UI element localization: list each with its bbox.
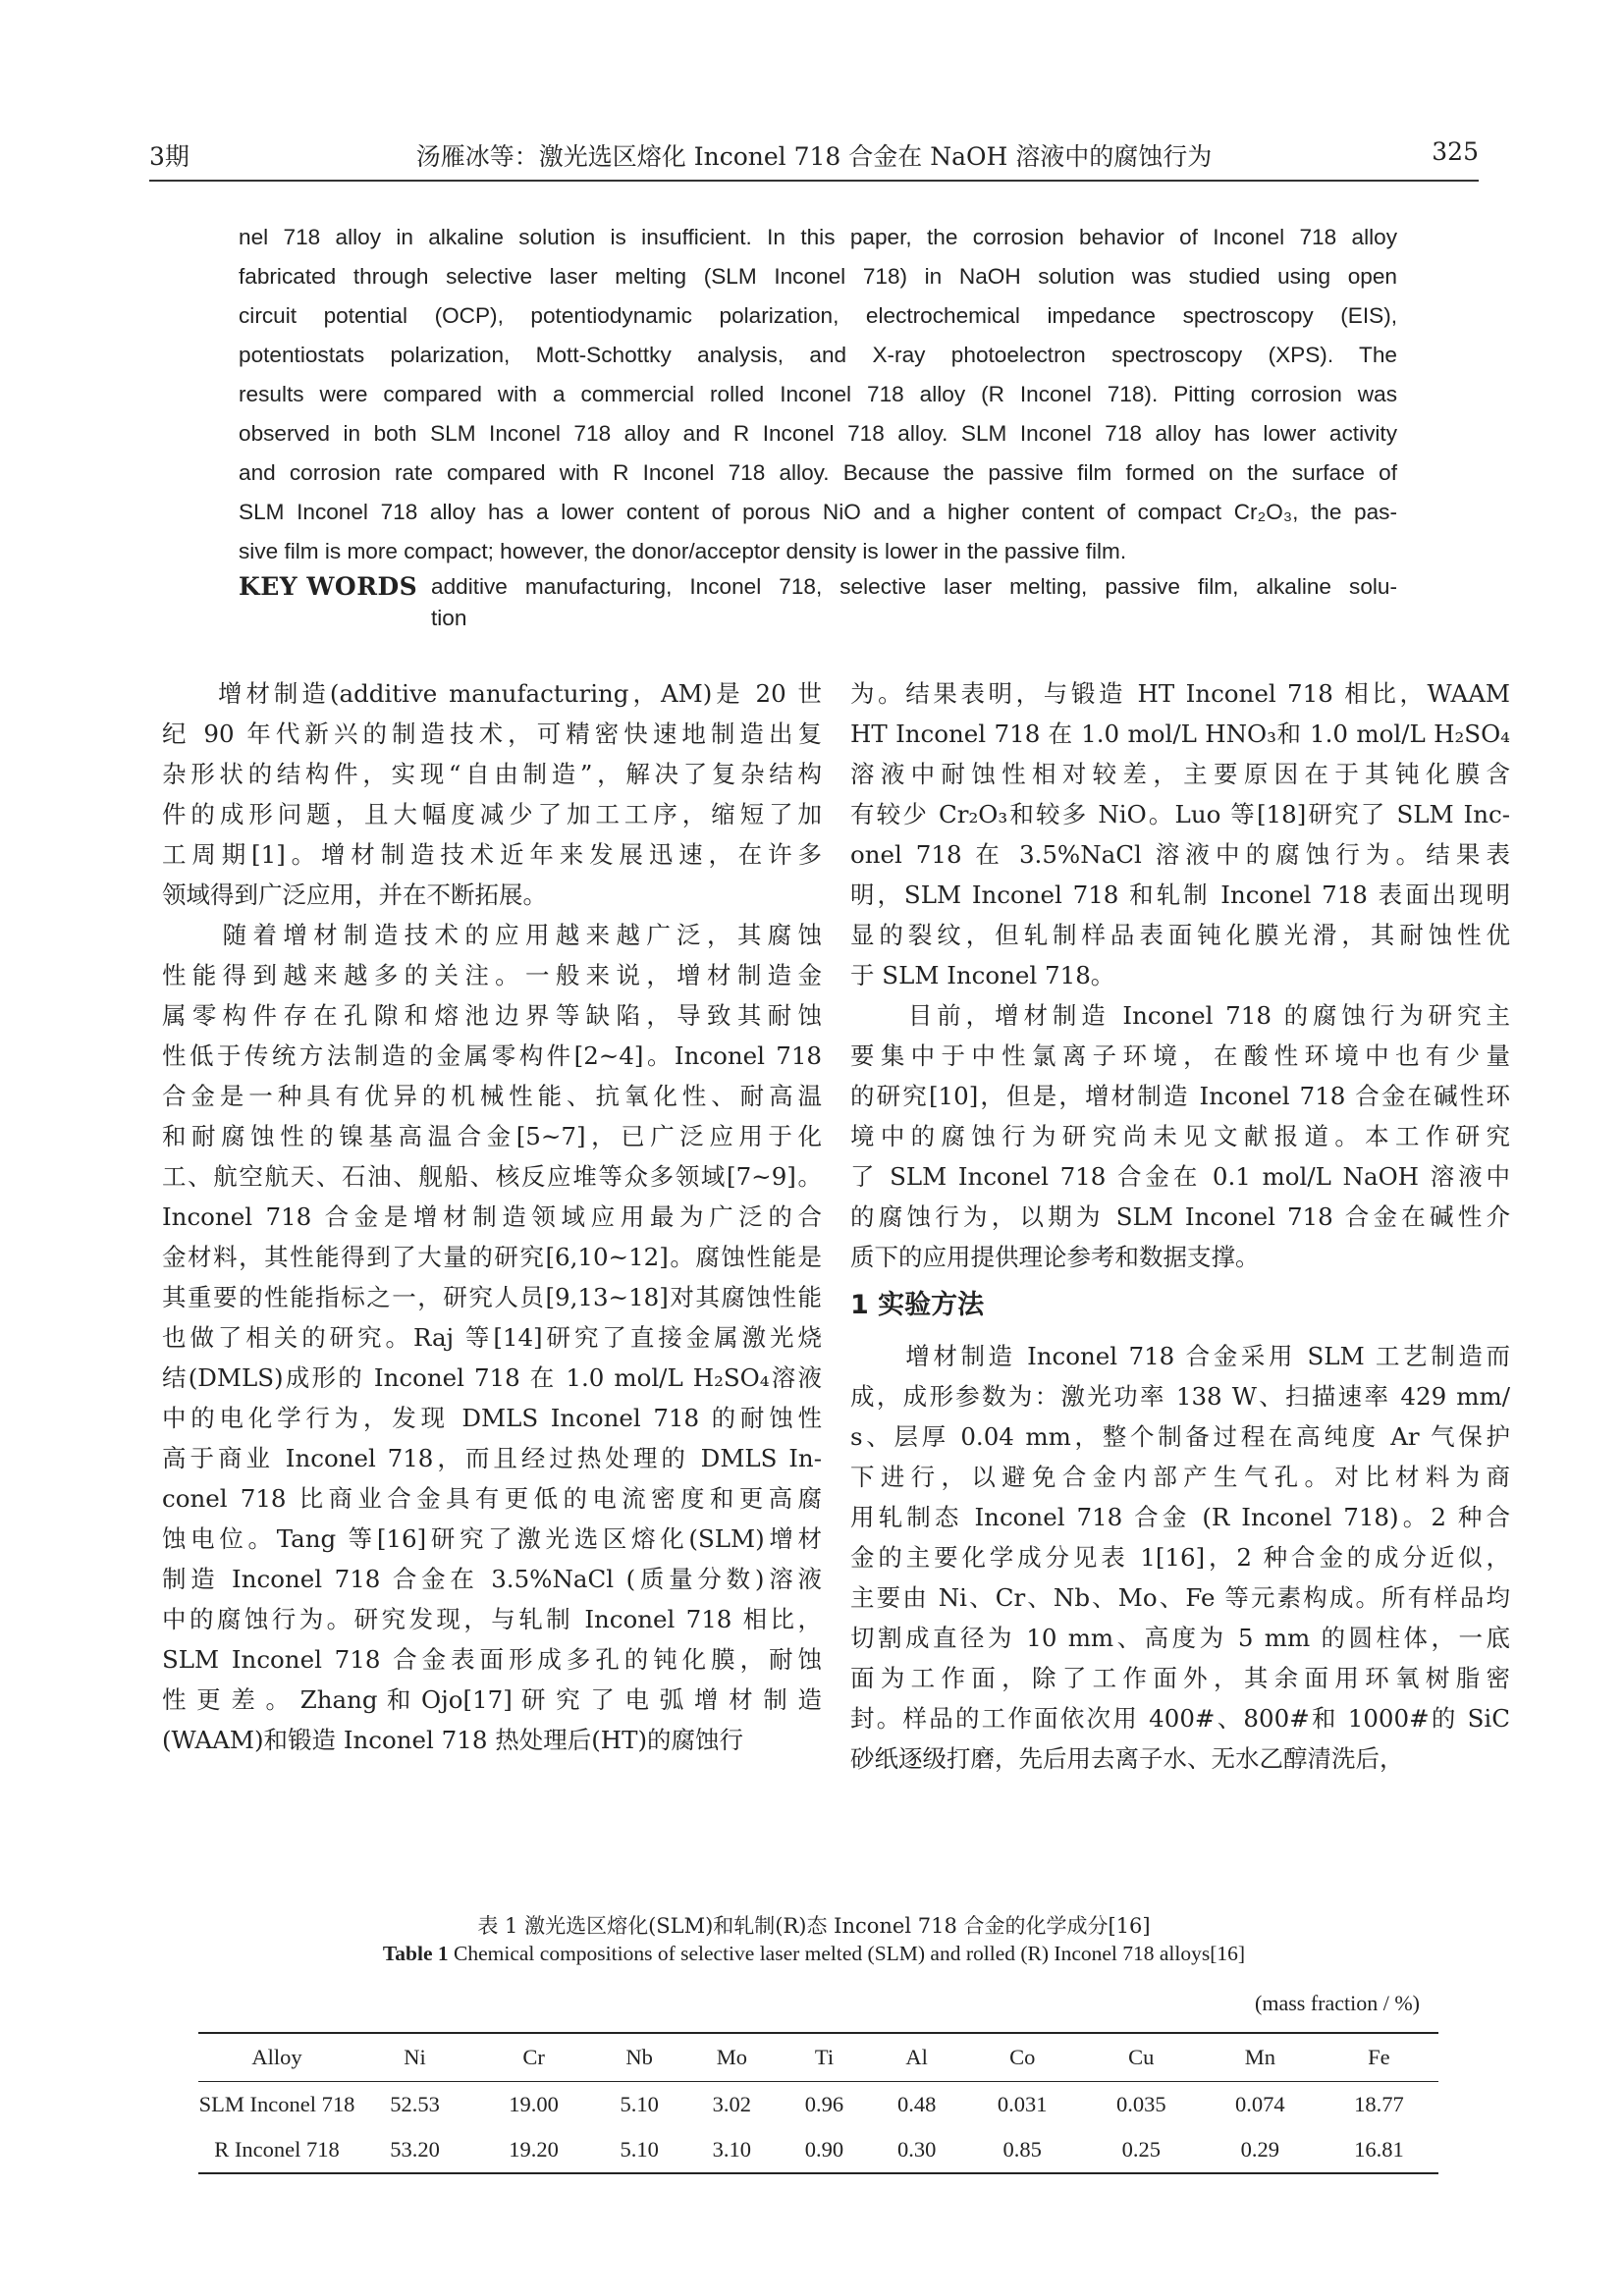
table-cell: 0.30 <box>871 2127 963 2173</box>
table-cell: 5.10 <box>593 2127 685 2173</box>
body-line: 也做了相关的研究。Raj 等[14]研究了直接金属激光烧 <box>162 1323 822 1352</box>
abstract-line: nel 718 alloy in alkaline solution is insufficient. In this paper, the corrosion behavior of Inconel 718 alloy <box>239 225 1397 249</box>
keywords-line: additive manufacturing, Inconel 718, selective laser melting, passive film, alkaline solu- <box>431 574 1397 599</box>
table-cell: 5.10 <box>620 2092 659 2116</box>
table-cell: 0.48 <box>896 2092 937 2116</box>
body-line: 境中的腐蚀行为研究尚未见文献报道。本工作研究 <box>850 1122 1510 1150</box>
composition-table <box>198 2032 1438 2174</box>
body-line: 封。样品的工作面依次用 400#、800#和 1000#的 SiC <box>850 1704 1510 1733</box>
body-line: 质下的应用提供理论参考和数据支撑。 <box>850 1243 1260 1271</box>
body-line: 要集中于中性氯离子环境，在酸性环境中也有少量 <box>850 1041 1510 1070</box>
table-cell: 0.29 <box>1201 2127 1320 2173</box>
body-column-right <box>850 673 1510 1779</box>
column-header: Ti <box>778 2033 870 2082</box>
body-line: 属零构件存在孔隙和熔池边界等缺陷，导致其耐蚀 <box>162 1001 822 1030</box>
body-line: 结(DMLS)成形的 Inconel 718 在 1.0 mol/L H₂SO₄溶液 <box>162 1363 822 1392</box>
body-line: 蚀电位。Tang 等[16]研究了激光选区熔化(SLM)增材 <box>162 1524 822 1553</box>
body-line: 面为工作面，除了工作面外，其余面用环氧树脂密 <box>850 1664 1510 1692</box>
abstract-line: circuit potential (OCP), potentiodynamic polarization, electrochemical impedance spectroscopy (EIS), <box>239 303 1397 328</box>
body-line: conel 718 比商业合金具有更低的电流密度和更高腐 <box>162 1484 822 1513</box>
body-line: 纪 90 年代新兴的制造技术，可精密快速地制造出复 <box>162 720 822 748</box>
body-line: SLM Inconel 718 合金表面形成多孔的钝化膜，耐蚀 <box>162 1645 822 1674</box>
abstract-line: sive film is more compact; however, the donor/acceptor density is lower in the passive film. <box>239 539 1127 563</box>
body-line: 下进行，以避免合金内部产生气孔。对比材料为商 <box>850 1463 1510 1491</box>
body-line: 金材料，其性能得到了大量的研究[6,10~12]。腐蚀性能是 <box>162 1243 822 1271</box>
body-line: (WAAM)和锻造 Inconel 718 热处理后(HT)的腐蚀行 <box>162 1726 744 1754</box>
body-line: onel 718 在 3.5%NaCl 溶液中的腐蚀行为。结果表 <box>850 840 1510 869</box>
body-line: 金的主要化学成分见表 1[16]，2 种合金的成分近似， <box>850 1543 1510 1572</box>
table-cell: 16.81 <box>1320 2127 1438 2173</box>
table-cell: R Inconel 718 <box>198 2127 355 2173</box>
body-line: 工周期[1]。增材制造技术近年来发展迅速，在许多 <box>162 840 822 869</box>
body-line: 件的成形问题，且大幅度减少了加工工序，缩短了加 <box>162 800 822 828</box>
page-number: 325 <box>1432 137 1479 166</box>
column-header: Mo <box>685 2033 778 2082</box>
body-line: 中的腐蚀行为。研究发现，与轧制 Inconel 718 相比， <box>162 1605 822 1633</box>
body-column-left <box>162 673 822 1760</box>
body-line: 目前，增材制造 Inconel 718 的腐蚀行为研究主 <box>850 1001 1510 1030</box>
body-line: 于 SLM Inconel 718。 <box>850 961 1115 989</box>
table-body <box>198 2082 1438 2174</box>
table-cell: 0.96 <box>804 2092 844 2116</box>
body-line: 增材制造(additive manufacturing，AM)是 20 世 <box>162 679 822 708</box>
body-line: Inconel 718 合金是增材制造领域应用最为广泛的合 <box>162 1202 822 1231</box>
body-line: s、层厚 0.04 mm，整个制备过程在高纯度 Ar 气保护 <box>850 1422 1510 1451</box>
table-cell: 0.074 <box>1235 2092 1285 2116</box>
body-line: 领域得到广泛应用，并在不断拓展。 <box>162 881 547 909</box>
body-line: 了 SLM Inconel 718 合金在 0.1 mol/L NaOH 溶液中 <box>850 1162 1510 1191</box>
body-line: 的腐蚀行为，以期为 SLM Inconel 718 合金在碱性介 <box>850 1202 1510 1231</box>
body-line: 随着增材制造技术的应用越来越广泛，其腐蚀 <box>162 921 822 949</box>
body-line: 高于商业 Inconel 718，而且经过热处理的 DMLS In- <box>162 1444 822 1472</box>
body-line: 增材制造 Inconel 718 合金采用 SLM 工艺制造而 <box>850 1342 1510 1370</box>
column-header: Alloy <box>198 2033 355 2082</box>
column-header: Cu <box>1082 2033 1201 2082</box>
abstract-line: and corrosion rate compared with R Inconel 718 alloy. Because the passive film formed on the surface of <box>239 460 1397 485</box>
body-line: 有较少 Cr₂O₃和较多 NiO。Luo 等[18]研究了 SLM Inc- <box>850 800 1510 828</box>
table-row <box>198 2082 1438 2128</box>
table-caption-text: Chemical compositions of selective laser melted (SLM) and rolled (R) Inconel 718 alloys[16] <box>454 1942 1246 1965</box>
abstract-line: fabricated through selective laser melting (SLM Inconel 718) in NaOH solution was studied using open <box>239 264 1397 289</box>
column-header: Nb <box>593 2033 685 2082</box>
table-cell: 3.02 <box>712 2092 752 2116</box>
table-cell: SLM Inconel 718 <box>198 2092 355 2116</box>
body-line: 用轧制态 Inconel 718 合金 (R Inconel 718)。2 种合 <box>850 1503 1510 1531</box>
column-header: Mn <box>1201 2033 1320 2082</box>
issue-number: 3期 <box>149 142 189 171</box>
body-line: 为。结果表明，与锻造 HT Inconel 718 相比，WAAM <box>850 679 1510 708</box>
table-unit-note: (mass fraction / %) <box>1255 1991 1420 2015</box>
body-line: 主要由 Ni、Cr、Nb、Mo、Fe 等元素构成。所有样品均 <box>850 1583 1510 1612</box>
body-line: 显的裂纹，但轧制样品表面钝化膜光滑，其耐蚀性优 <box>850 921 1510 949</box>
body-line: 砂纸逐级打磨，先后用去离子水、无水乙醇清洗后， <box>850 1744 1404 1773</box>
keywords-label: KEY WORDS <box>239 572 418 601</box>
table-cell: 3.10 <box>685 2127 778 2173</box>
table-cell: 52.53 <box>390 2092 440 2116</box>
table-caption-en <box>149 1942 1479 1966</box>
abstract-line: potentiostats polarization, Mott-Schottky analysis, and X-ray photoelectron spectroscopy (XPS). The <box>239 343 1397 367</box>
column-header: Ni <box>355 2033 474 2082</box>
body-line: 性能得到越来越多的关注。一般来说，增材制造金 <box>162 961 822 989</box>
body-line: 溶液中耐蚀性相对较差，主要原因在于其钝化膜含 <box>850 760 1510 788</box>
column-header: Fe <box>1320 2033 1438 2082</box>
keywords-line: tion <box>431 606 467 630</box>
body-line: 性 更 差 。 Zhang 和 Ojo[17] 研 究 了 电 弧 增 材 制 造 <box>162 1685 822 1714</box>
body-line: 和耐腐蚀性的镍基高温合金[5~7]，已广泛应用于化 <box>162 1122 822 1150</box>
running-title: 汤雁冰等：激光选区熔化 Inconel 718 合金在 NaOH 溶液中的腐蚀行为 <box>415 142 1213 171</box>
table-header-row <box>198 2033 1438 2082</box>
keywords-text <box>431 571 1397 634</box>
body-line: 其重要的性能指标之一，研究人员[9,13~18]对其腐蚀性能 <box>162 1283 822 1311</box>
body-line: HT Inconel 718 在 1.0 mol/L HNO₃和 1.0 mol/L H₂SO₄ <box>850 720 1510 748</box>
table-cell: 0.035 <box>1115 2092 1166 2116</box>
table-row <box>198 2127 1438 2173</box>
body-line: 的研究[10]，但是，增材制造 Inconel 718 合金在碱性环 <box>850 1082 1510 1110</box>
body-line: 中的电化学行为，发现 DMLS Inconel 718 的耐蚀性 <box>162 1404 822 1432</box>
table-cell: 0.90 <box>778 2127 870 2173</box>
body-line: 明，SLM Inconel 718 和轧制 Inconel 718 表面出现明 <box>850 881 1510 909</box>
column-header: Cr <box>474 2033 593 2082</box>
body-line: 制造 Inconel 718 合金在 3.5%NaCl (质量分数)溶液 <box>162 1565 822 1593</box>
table-cell: 53.20 <box>355 2127 474 2173</box>
section-heading: 1 实验方法 <box>850 1290 985 1320</box>
table-cell: 18.77 <box>1354 2092 1404 2116</box>
abstract-text <box>239 218 1397 571</box>
table-cell: 19.00 <box>509 2092 559 2116</box>
body-line: 成，成形参数为：激光功率 138 W、扫描速率 429 mm/ <box>850 1382 1510 1411</box>
table-label: Table 1 <box>382 1942 449 1965</box>
table-cell: 19.20 <box>474 2127 593 2173</box>
body-line: 杂形状的结构件，实现“自由制造”，解决了复杂结构 <box>162 760 822 788</box>
body-line: 性低于传统方法制造的金属零构件[2~4]。Inconel 718 <box>162 1041 822 1070</box>
table-caption-zh: 表 1 激光选区熔化(SLM)和轧制(R)态 Inconel 718 合金的化学成分[16] <box>477 1914 1151 1938</box>
running-header <box>149 137 1479 177</box>
table-cell: 0.031 <box>997 2092 1048 2116</box>
abstract-line: observed in both SLM Inconel 718 alloy and R Inconel 718 alloy. SLM Inconel 718 alloy has lower activity <box>239 421 1397 446</box>
abstract-line: SLM Inconel 718 alloy has a lower content of porous NiO and a higher content of compact Cr₂O₃, the pas- <box>239 500 1397 524</box>
body-line: 切割成直径为 10 mm、高度为 5 mm 的圆柱体，一底 <box>850 1624 1510 1652</box>
table-cell: 0.85 <box>963 2127 1082 2173</box>
body-line: 合金是一种具有优异的机械性能、抗氧化性、耐高温 <box>162 1082 822 1110</box>
column-header: Al <box>871 2033 963 2082</box>
abstract-line: results were compared with a commercial rolled Inconel 718 alloy (R Inconel 718). Pitting corrosion was <box>239 382 1397 406</box>
header-rule <box>149 180 1479 182</box>
table-cell: 0.25 <box>1082 2127 1201 2173</box>
body-line: 工、航空航天、石油、舰船、核反应堆等众多领域[7~9]。 <box>162 1162 822 1191</box>
column-header: Co <box>963 2033 1082 2082</box>
